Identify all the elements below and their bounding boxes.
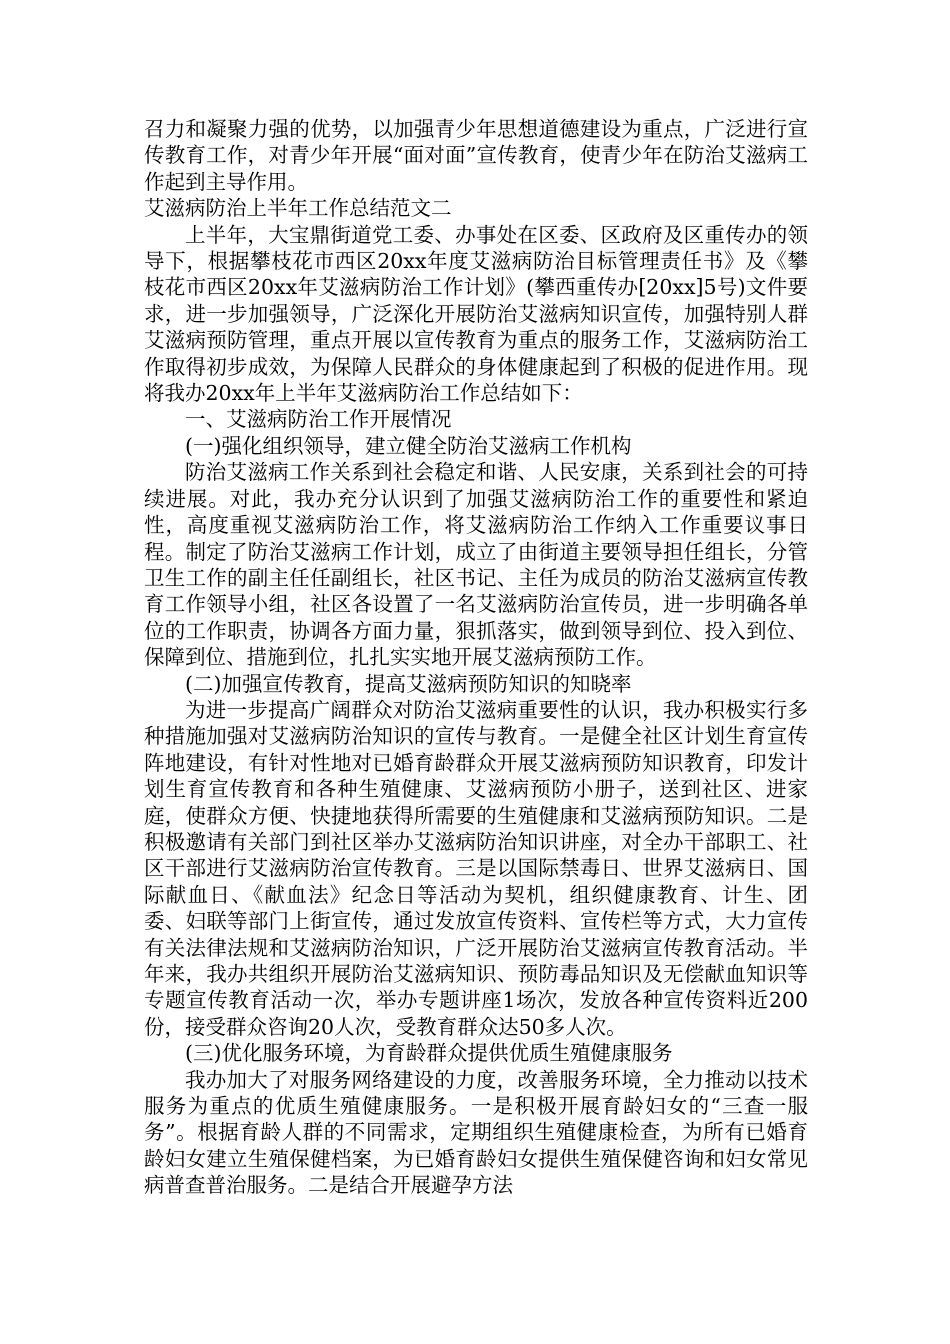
paragraph-publicity: 为进一步提高广阔群众对防治艾滋病重要性的认识，我办积极实行多种措施加强对艾滋病防治知识的宣传与教育。一是健全社区计划生育宣传阵地建设，有针对性地对已婚育龄群众开展艾滋病预防知识教育，印发计划生育宣传教育和各种生殖健康、艾滋病预防小册子，送到社区、进家庭，使群众方便、快捷地获得所需要的生殖健康和艾滋病预防知识。二是积极邀请有关部门到社区举办艾滋病防治知识讲座，对全办干部职工、社区干部进行艾滋病防治宣传教育。三是以国际禁毒日、世界艾滋病日、国际献血日、《献血法》纪念日等活动为契机，组织健康教育、计生、团委、妇联等部门上街宣传，通过发放宣传资料、宣传栏等方式，大力宣传有关法律法规和艾滋病防治知识，广泛开展防治艾滋病宣传教育活动。半年来，我办共组织开展防治艾滋病知识、预防毒品知识及无偿献血知识等专题宣传教育活动一次，举办专题讲座1场次，发放各种宣传资料近200份，接受群众咨询20人次，受教育群众达50多人次。 <box>144 697 808 1039</box>
paragraph-service: 我办加大了对服务网络建设的力度，改善服务环境，全力推动以技术服务为重点的优质生殖健康服务。一是积极开展育龄妇女的“三查一服务”。根据育龄人群的不同需求，定期组织生殖健康检查，为所有已婚育龄妇女建立生殖保健档案，为已婚育龄妇女提供生殖保健咨询和妇女常见病普查普治服务。二是结合开展避孕方法 <box>144 1067 808 1198</box>
paragraph-organization: 防治艾滋病工作关系到社会稳定和谐、人民安康，关系到社会的可持续进展。对此，我办充分认识到了加强艾滋病防治工作的重要性和紧迫性，高度重视艾滋病防治工作，将艾滋病防治工作纳入工作重要议事日程。制定了防治艾滋病工作计划，成立了由街道主要领导担任组长，分管卫生工作的副主任任副组长，社区书记、主任为成员的防治艾滋病宣传教育工作领导小组，社区各设置了一名艾滋病防治宣传员，进一步明确各单位的工作职责，协调各方面力量，狠抓落实，做到领导到位、投入到位、保障到位、措施到位，扎扎实实地开展艾滋病预防工作。 <box>144 460 808 670</box>
document-page <box>144 116 808 1199</box>
section-title: 艾滋病防治上半年工作总结范文二 <box>144 196 452 221</box>
heading-sub-2: (二)加强宣传教育，提高艾滋病预防知识的知晓率 <box>185 671 632 696</box>
paragraph-intro: 上半年，大宝鼎街道党工委、办事处在区委、区政府及区重传办的领导下，根据攀枝花市西区20xx年度艾滋病防治目标管理责任书》及《攀枝花市西区20xx年艾滋病防治工作计划》(攀西重传办[20xx]5号)文件要求，进一步加强领导，广泛深化开展防治艾滋病知识宣传，加强特别人群艾滋病预防管理，重点开展以宣传教育为重点的服务工作，艾滋病防治工作取得初步成效，为保障人民群众的身体健康起到了积极的促进作用。现将我办20xx年上半年艾滋病防治工作总结如下： <box>144 222 808 406</box>
heading-sub-3: (三)优化服务环境，为育龄群众提供优质生殖健康服务 <box>185 1041 673 1066</box>
heading-level-1: 一、艾滋病防治工作开展情况 <box>185 407 452 432</box>
heading-sub-1: (一)强化组织领导，建立健全防治艾滋病工作机构 <box>185 433 632 458</box>
paragraph-continuation: 召力和凝聚力强的优势，以加强青少年思想道德建设为重点，广泛进行宣传教育工作，对青少年开展“面对面”宣传教育，使青少年在防治艾滋病工作起到主导作用。 <box>144 117 808 194</box>
